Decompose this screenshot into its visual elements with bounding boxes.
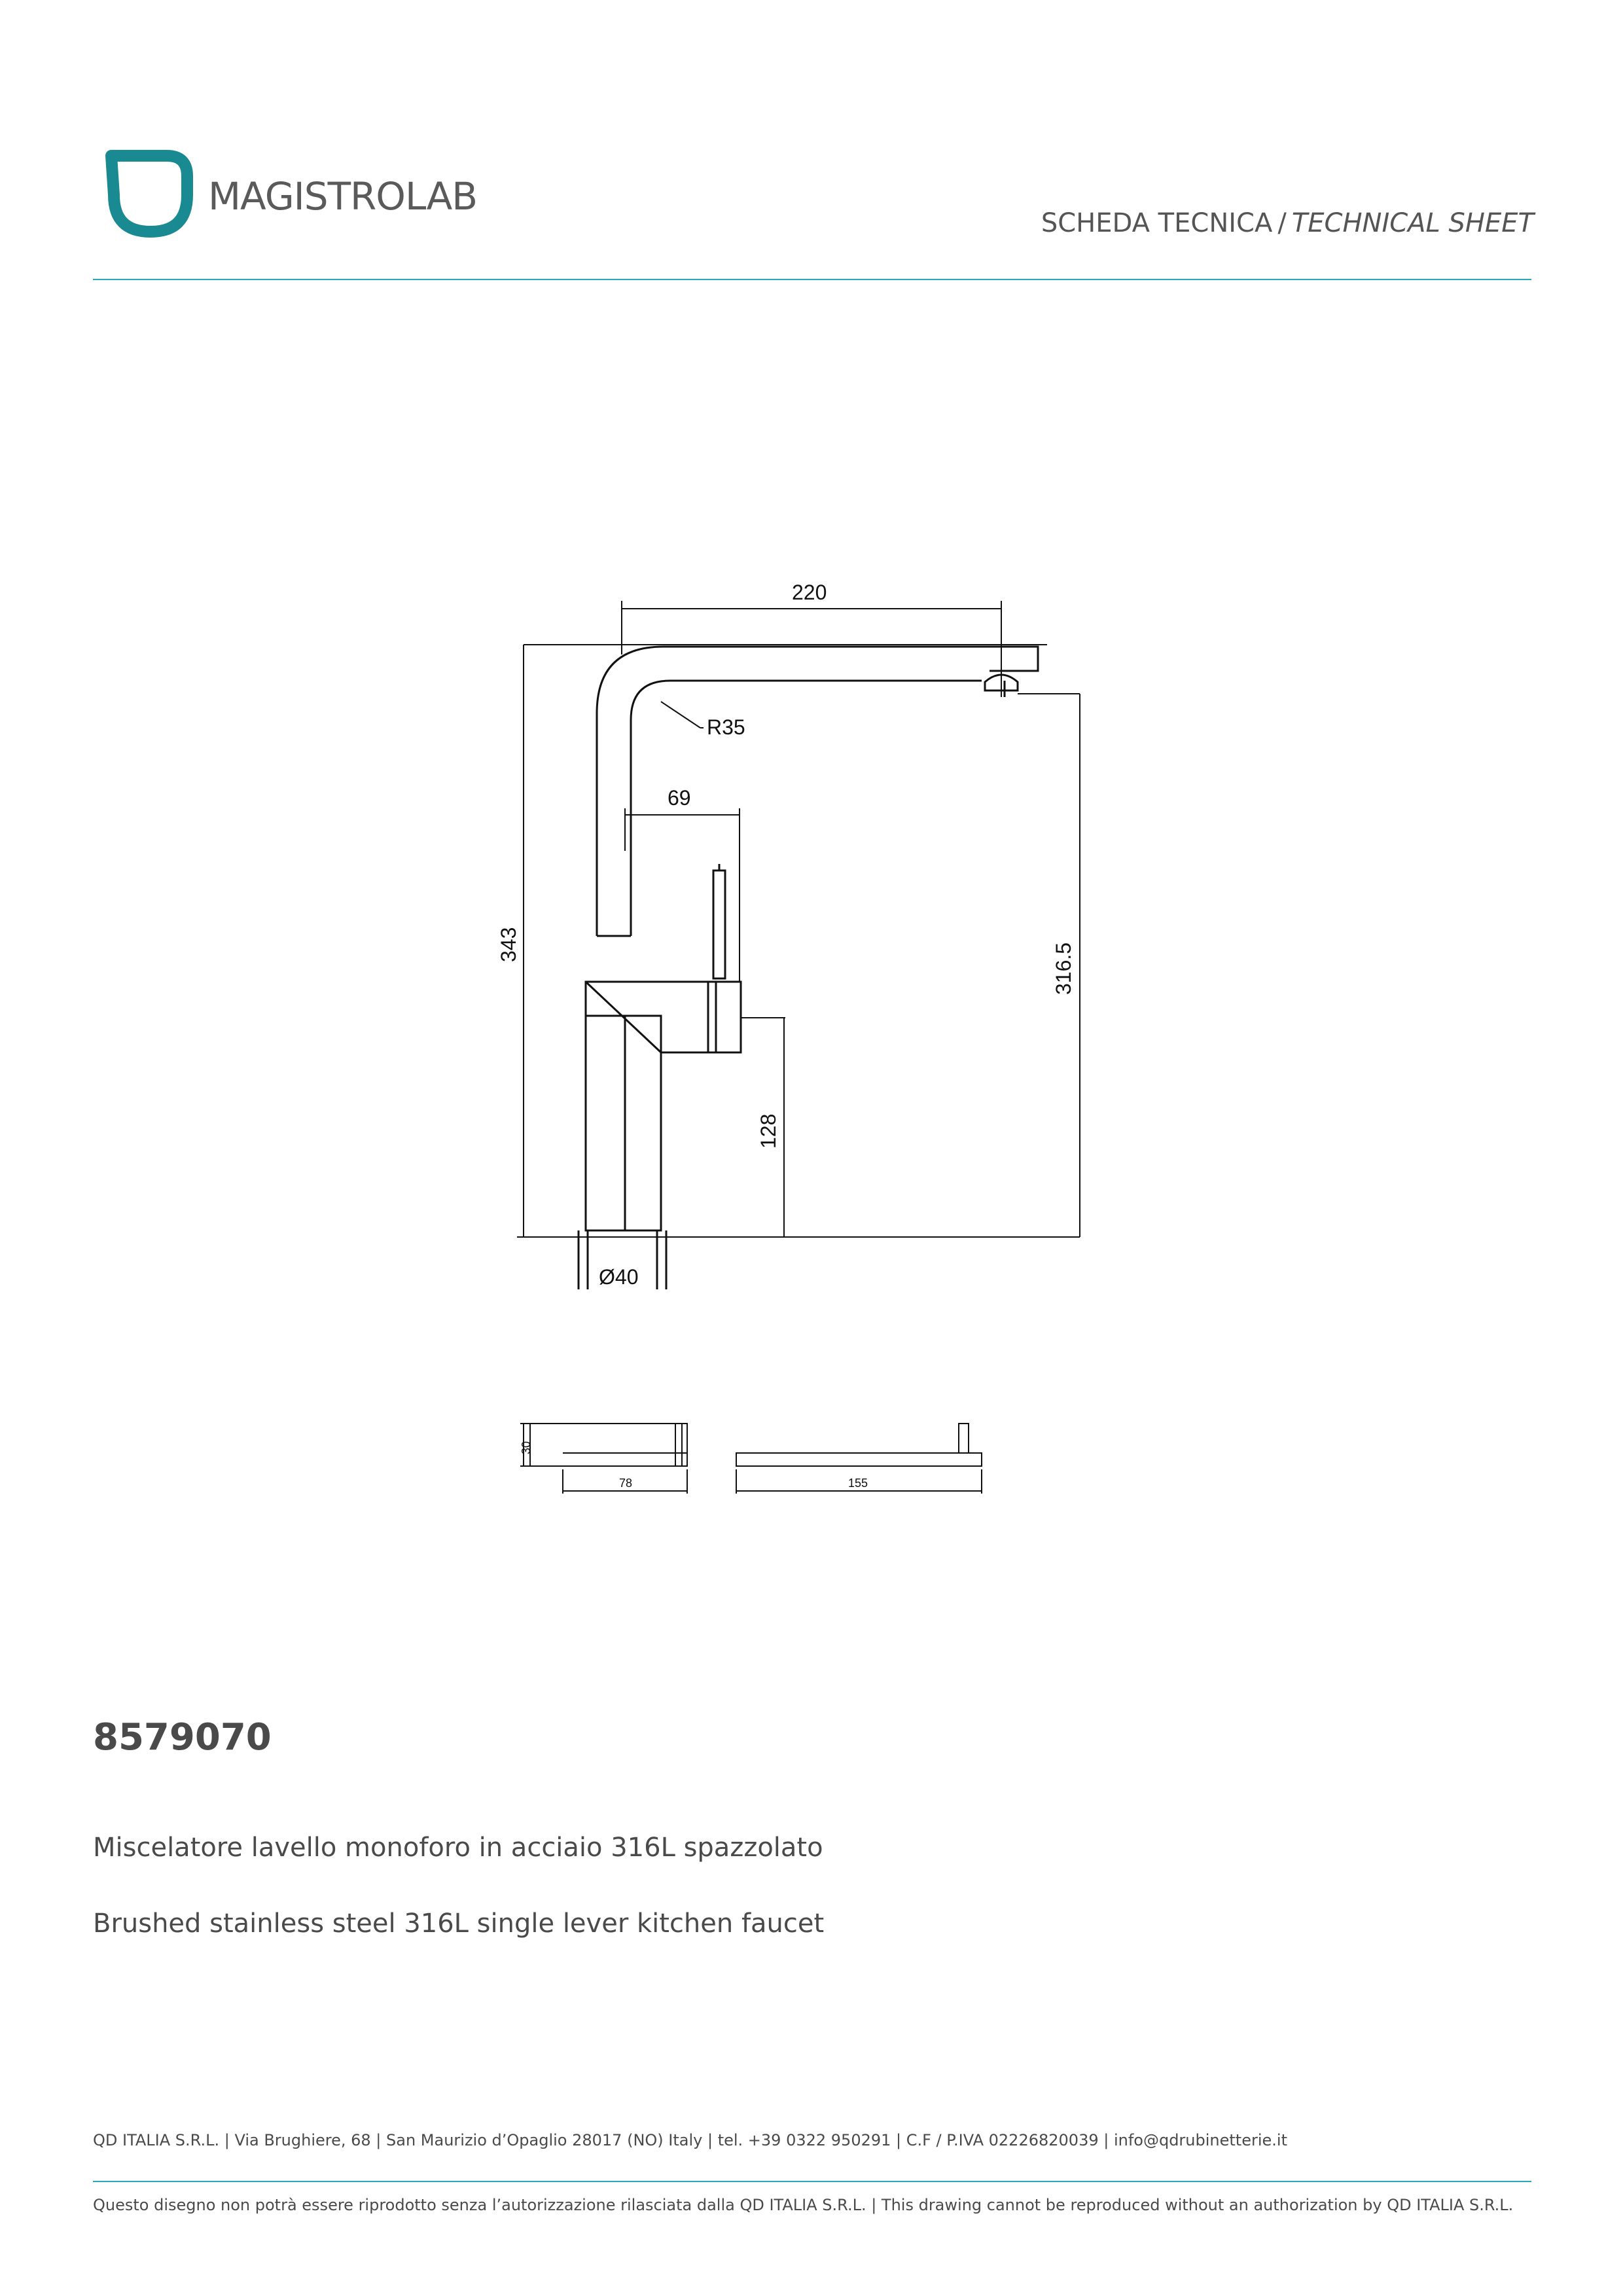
spout-outer bbox=[597, 647, 1038, 936]
dim-lever-offset: 69 bbox=[668, 786, 691, 810]
product-description-it: Miscelatore lavello monoforo in acciaio 316L spazzolato bbox=[93, 1833, 823, 1863]
product-code: 8579070 bbox=[93, 1716, 272, 1759]
dim-radius: R35 bbox=[707, 715, 745, 739]
sheet-title-it: SCHEDA TECNICA bbox=[1041, 208, 1273, 238]
lever-cap bbox=[708, 982, 716, 1052]
sheet-title-en: TECHNICAL SHEET bbox=[1291, 208, 1534, 238]
handle-side-view bbox=[530, 1424, 687, 1466]
handle-dim-width: 78 bbox=[619, 1477, 633, 1490]
lever bbox=[713, 870, 725, 978]
dim-base-diameter: Ø40 bbox=[599, 1265, 639, 1289]
footer-legal: Questo disegno non potrà essere riprodotto senza l’autorizzazione rilasciata dalla QD ITALIA S.R.L. | This drawing cannot be reproduced without an authorization by QD ITALIA S.R.L. bbox=[93, 2196, 1514, 2214]
product-description-en: Brushed stainless steel 316L single lever kitchen faucet bbox=[93, 1909, 825, 1939]
logo-wordmark: MAGISTROLAB bbox=[208, 174, 478, 219]
dim-body-height: 128 bbox=[757, 1113, 780, 1149]
dim-total-height: 343 bbox=[497, 927, 520, 962]
footer-address: QD ITALIA S.R.L. | Via Brughiere, 68 | San Maurizio d’Opaglio 28017 (NO) Italy | tel. +39 0322 950291 | C.F / P.IVA 02226820039 | info@qdrubinetterie.it bbox=[93, 2131, 1287, 2149]
handle-top-view bbox=[736, 1453, 982, 1466]
body-lower bbox=[586, 1016, 661, 1230]
handle-dim-length: 155 bbox=[848, 1477, 868, 1490]
footer-divider bbox=[93, 2181, 1531, 2182]
handle-dim-height: 30 bbox=[520, 1441, 533, 1454]
sheet-title-separator: / bbox=[1277, 208, 1287, 238]
body-upper bbox=[586, 982, 741, 1052]
dim-spout-reach: 220 bbox=[792, 581, 827, 604]
dim-outlet-height: 316.5 bbox=[1052, 942, 1075, 995]
